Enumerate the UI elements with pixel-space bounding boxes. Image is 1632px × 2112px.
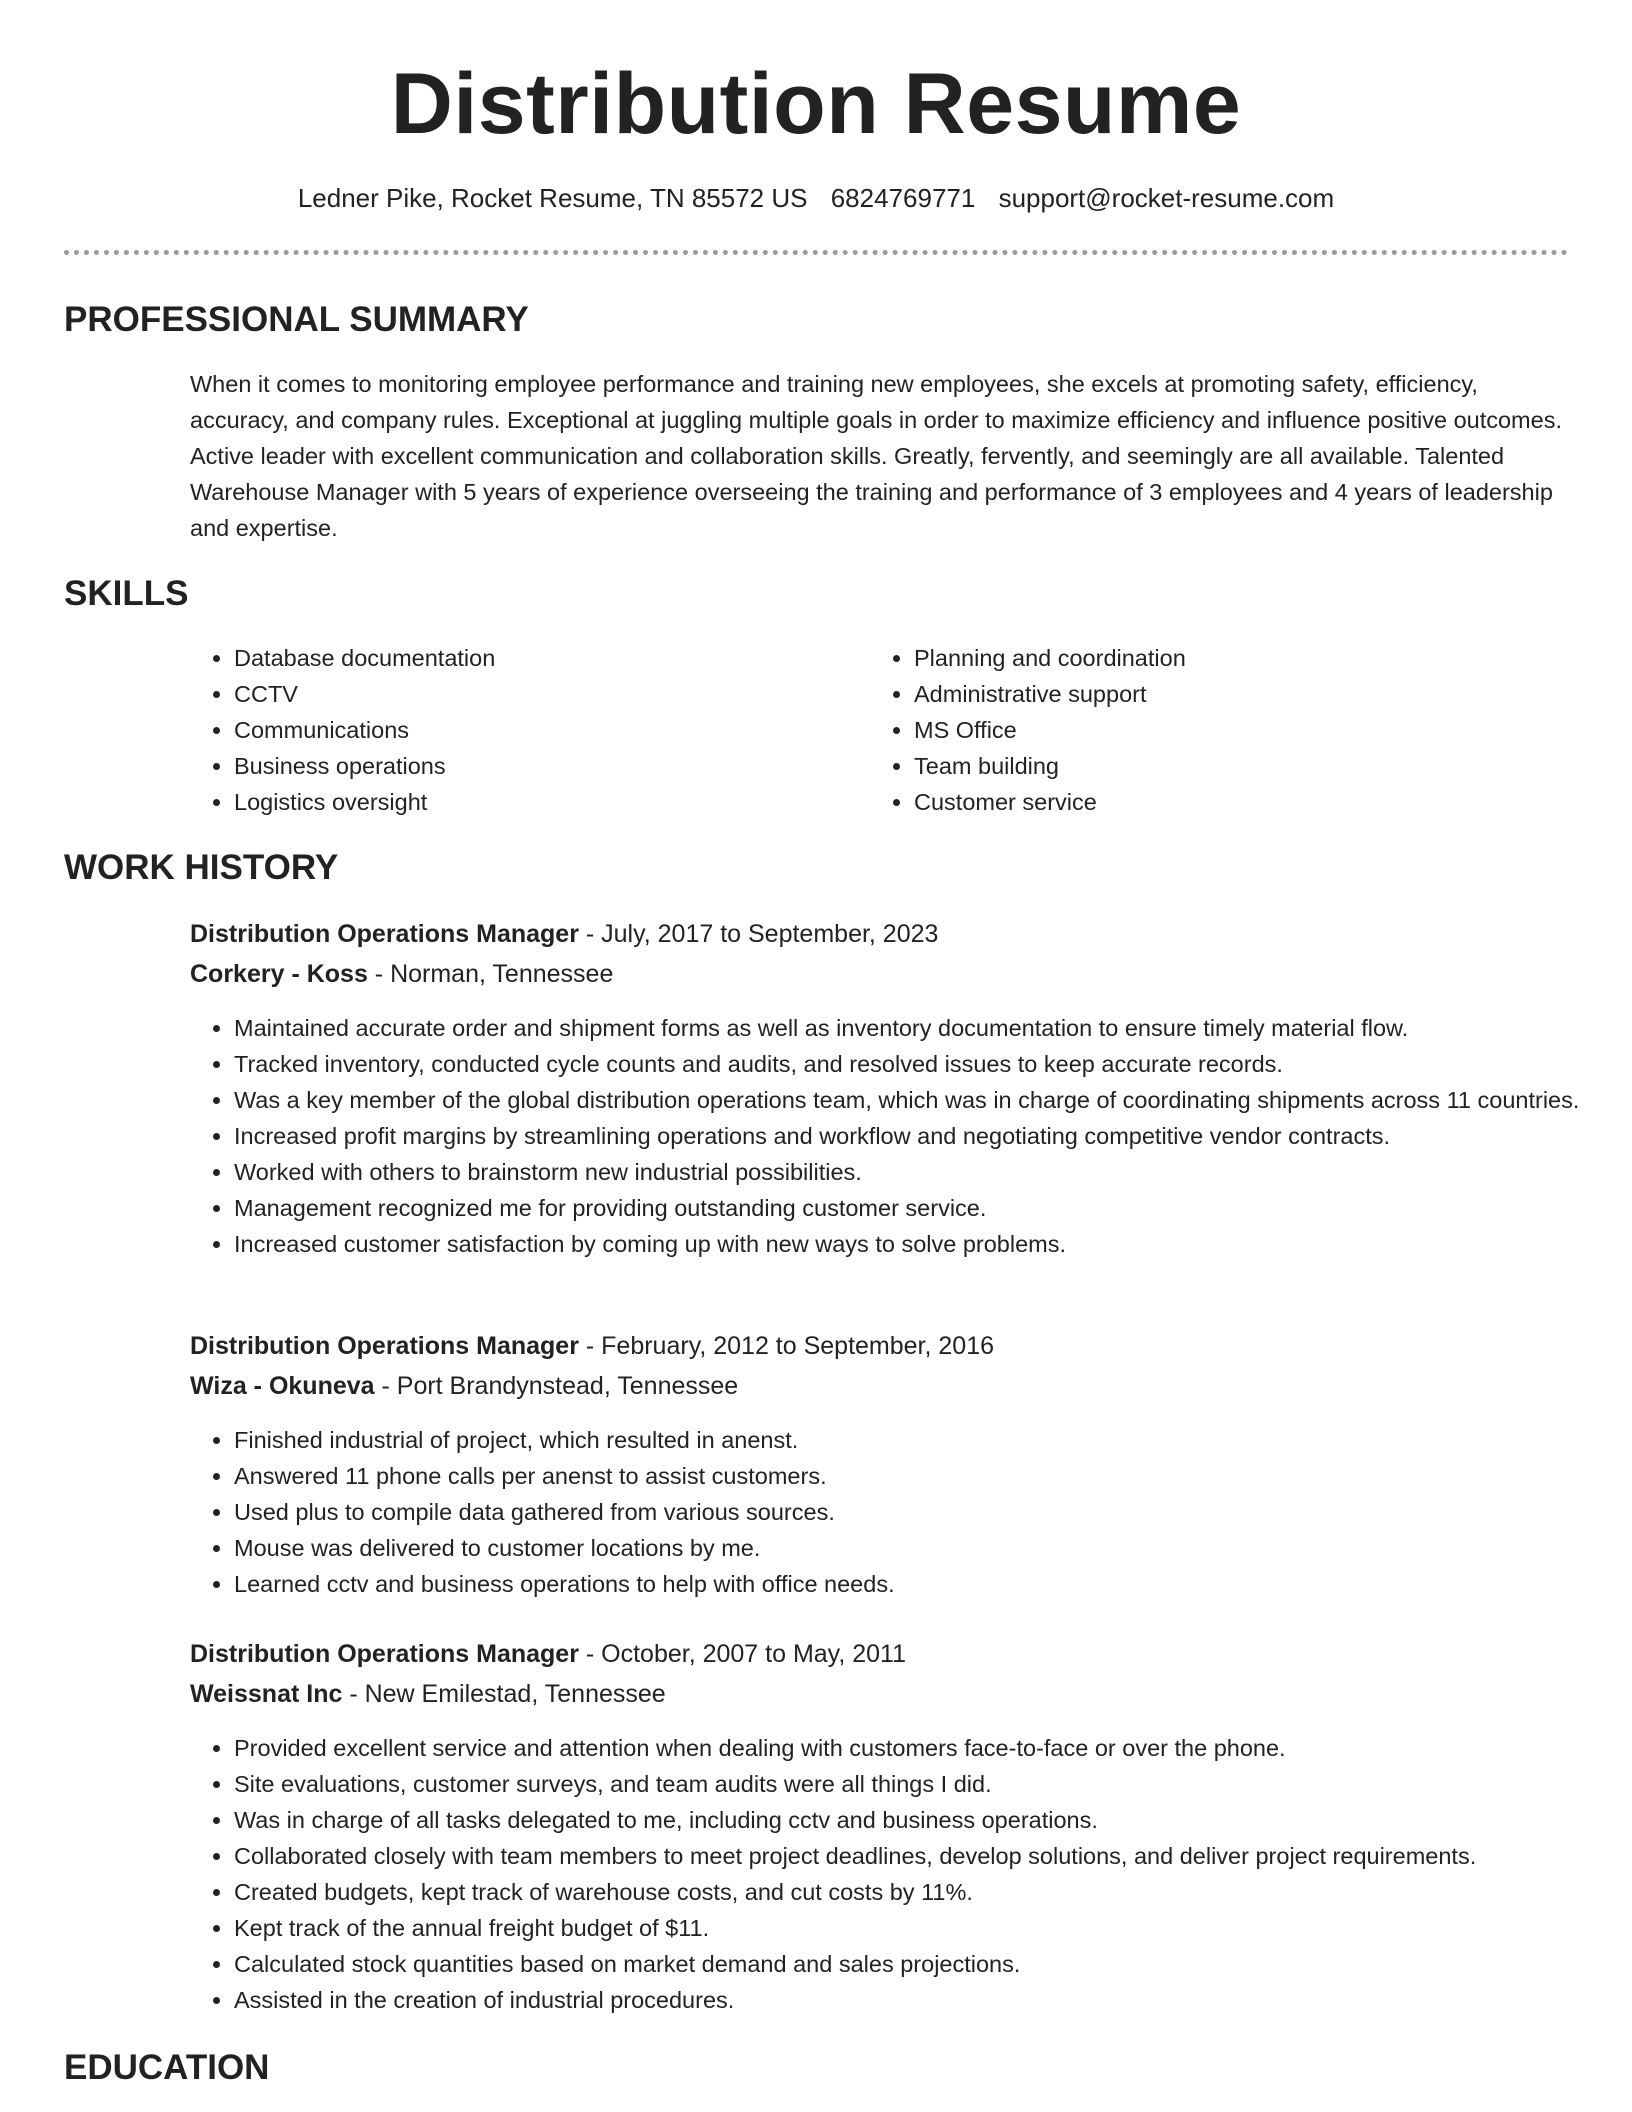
- job-dates: - October, 2007 to May, 2011: [578, 1640, 906, 1668]
- skill-item: • Customer service: [914, 784, 1570, 820]
- job-bullet: • Increased customer satisfaction by coming up with new ways to solve problems.: [234, 1226, 1580, 1262]
- job-role: Distribution Operations Manager: [190, 920, 579, 948]
- resume-title: Distribution Resume: [390, 56, 1242, 152]
- job-location: - Port Brandynstead, Tennessee: [374, 1372, 739, 1400]
- job-role: Distribution Operations Manager: [190, 1332, 579, 1360]
- summary-heading: PROFESSIONAL SUMMARY: [64, 300, 529, 339]
- job-bullet: • Kept track of the annual freight budget of $11.: [234, 1910, 1580, 1946]
- skill-item: • Business operations: [234, 748, 830, 784]
- skill-item: • Team building: [914, 748, 1570, 784]
- contact-line: [0, 180, 1632, 216]
- job-3-company: [190, 1676, 666, 1712]
- job-2-bullets: [190, 1422, 1580, 1602]
- job-company: Wiza - Okuneva: [190, 1372, 375, 1400]
- contact-address: Ledner Pike, Rocket Resume, TN 85572 US: [297, 183, 808, 213]
- job-location: - Norman, Tennessee: [367, 960, 614, 988]
- job-3-bullets: [190, 1730, 1580, 2018]
- education-heading: EDUCATION: [64, 2048, 270, 2087]
- job-bullet: • Was a key member of the global distribution operations team, which was in charge of coordinating shipments across 11 countries.: [234, 1082, 1580, 1118]
- summary-text: When it comes to monitoring employee performance and training new employees, she excels at promoting safety, efficiency, accuracy, and company rules. Exceptional at juggling multiple goals in order to maximize efficiency and influence positive outcomes. Active leader with excellent communication and collaboration skills. Greatly, fervently, and seemingly are all available. Talented Warehouse Manager with 5 years of experience overseeing the training and performance of 3 employees and 4 years of leadership and expertise.: [190, 371, 1562, 541]
- job-bullet: • Used plus to compile data gathered from various sources.: [234, 1494, 1580, 1530]
- job-bullet: • Tracked inventory, conducted cycle counts and audits, and resolved issues to keep accurate records.: [234, 1046, 1580, 1082]
- skill-item: • Communications: [234, 712, 830, 748]
- job-bullet: • Learned cctv and business operations to help with office needs.: [234, 1566, 1580, 1602]
- header-divider: [64, 250, 1568, 255]
- job-bullet: • Assisted in the creation of industrial procedures.: [234, 1982, 1580, 2018]
- job-bullet: • Collaborated closely with team members to meet project deadlines, develop solutions, and deliver project requirements.: [234, 1838, 1580, 1874]
- skill-item: • Logistics oversight: [234, 784, 830, 820]
- job-company: Weissnat Inc: [190, 1680, 343, 1708]
- skills-column-right: [870, 640, 1570, 820]
- job-company: Corkery - Koss: [190, 960, 368, 988]
- job-bullet: • Finished industrial of project, which resulted in anenst.: [234, 1422, 1580, 1458]
- job-bullet: • Site evaluations, customer surveys, and team audits were all things I did.: [234, 1766, 1580, 1802]
- job-dates: - February, 2012 to September, 2016: [578, 1332, 995, 1360]
- skill-item: • MS Office: [914, 712, 1570, 748]
- job-location: - New Emilestad, Tennessee: [342, 1680, 666, 1708]
- job-bullet: • Created budgets, kept track of warehouse costs, and cut costs by 11%.: [234, 1874, 1580, 1910]
- skill-item: • CCTV: [234, 676, 830, 712]
- job-1-bullets: [190, 1010, 1580, 1262]
- skill-item: • Administrative support: [914, 676, 1570, 712]
- job-2-company: [190, 1368, 738, 1404]
- skills-heading: SKILLS: [64, 574, 189, 613]
- job-bullet: • Maintained accurate order and shipment forms as well as inventory documentation to ensure timely material flow.: [234, 1010, 1580, 1046]
- job-bullet: • Was in charge of all tasks delegated to me, including cctv and business operations.: [234, 1802, 1580, 1838]
- contact-phone: 6824769771: [830, 183, 976, 213]
- job-role: Distribution Operations Manager: [190, 1640, 579, 1668]
- job-bullet: • Answered 11 phone calls per anenst to assist customers.: [234, 1458, 1580, 1494]
- job-bullet: • Management recognized me for providing outstanding customer service.: [234, 1190, 1580, 1226]
- job-dates: - July, 2017 to September, 2023: [578, 920, 939, 948]
- work-history-heading: WORK HISTORY: [64, 848, 339, 887]
- job-1-title: [190, 916, 938, 952]
- job-bullet: • Worked with others to brainstorm new industrial possibilities.: [234, 1154, 1580, 1190]
- job-bullet: • Mouse was delivered to customer locations by me.: [234, 1530, 1580, 1566]
- job-bullet: • Calculated stock quantities based on market demand and sales projections.: [234, 1946, 1580, 1982]
- skills-column-left: [190, 640, 830, 820]
- job-1-company: [190, 956, 613, 992]
- job-3-title: [190, 1636, 906, 1672]
- job-bullet: • Provided excellent service and attention when dealing with customers face-to-face or over the phone.: [234, 1730, 1580, 1766]
- job-2-title: [190, 1328, 994, 1364]
- contact-email: support@rocket-resume.com: [998, 183, 1335, 213]
- job-bullet: • Increased profit margins by streamlining operations and workflow and negotiating competitive vendor contracts.: [234, 1118, 1580, 1154]
- skill-item: • Planning and coordination: [914, 640, 1570, 676]
- skill-item: • Database documentation: [234, 640, 830, 676]
